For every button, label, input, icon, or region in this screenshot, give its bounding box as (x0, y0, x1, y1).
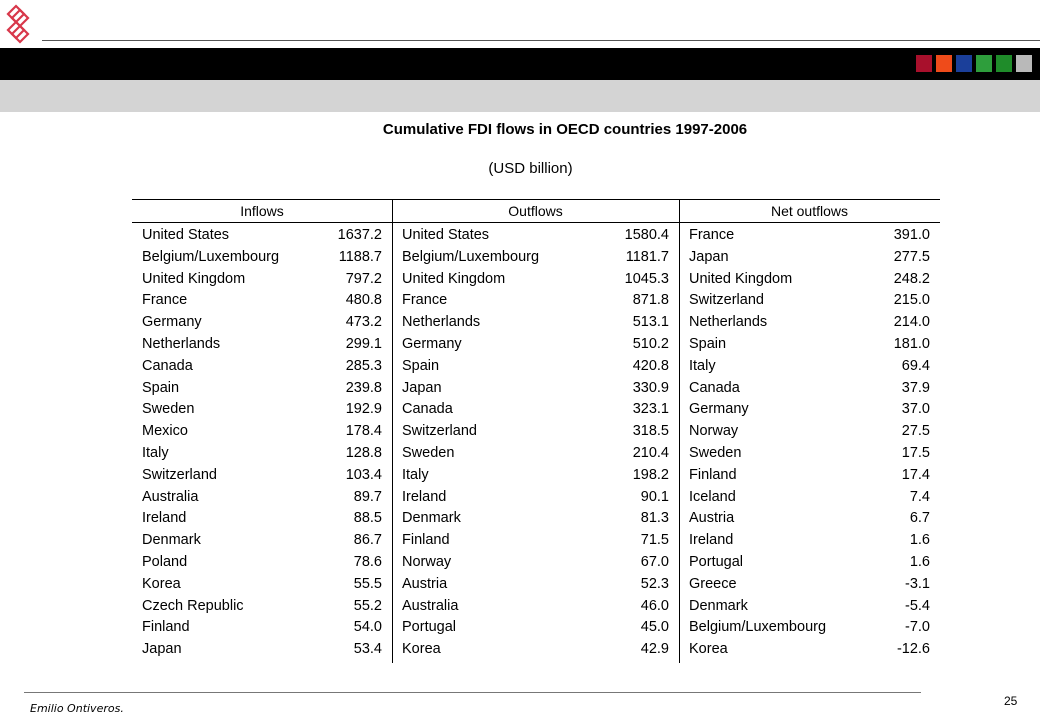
country-cell: Netherlands (142, 336, 221, 352)
country-cell: Denmark (142, 532, 201, 549)
value-cell: 1.6 (909, 554, 930, 570)
country-cell: Spain (689, 336, 727, 352)
country-cell: Sweden (142, 401, 195, 418)
value-cell: 71.5 (640, 532, 669, 549)
country-cell: Japan (689, 248, 729, 265)
country-cell: Canada (402, 401, 453, 418)
country-cell: Belgium/Luxembourg (689, 619, 827, 636)
value-cell: 1188.7 (338, 248, 382, 265)
country-cell: Switzerland (689, 292, 764, 309)
country-cell: United Kingdom (689, 270, 793, 287)
country-cell: Australia (142, 488, 199, 505)
country-cell: Denmark (689, 597, 748, 614)
value-cell: 86.7 (353, 532, 382, 549)
value-cell: 53.4 (353, 641, 382, 658)
header-rule (42, 40, 1040, 41)
value-cell: 128.8 (345, 445, 382, 461)
country-cell: Belgium/Luxembourg (402, 248, 540, 265)
value-cell: 318.5 (632, 423, 669, 440)
value-cell: 277.5 (893, 248, 930, 265)
subheader-band (0, 80, 1040, 112)
color-square (936, 55, 952, 72)
country-cell: Poland (142, 554, 188, 570)
country-cell: United States (142, 227, 230, 243)
country-cell: Ireland (142, 510, 187, 527)
color-square (976, 55, 992, 72)
country-cell: Korea (142, 575, 181, 592)
country-cell: Belgium/Luxembourg (142, 248, 280, 265)
value-cell: 1637.2 (337, 227, 382, 243)
country-cell: Austria (689, 510, 735, 527)
value-cell: 46.0 (640, 597, 669, 614)
value-cell: 55.2 (353, 597, 382, 614)
country-cell: United Kingdom (142, 270, 246, 287)
value-cell: 239.8 (345, 379, 382, 396)
value-cell: 54.0 (353, 619, 382, 636)
color-square (916, 55, 932, 72)
value-cell: 248.2 (893, 270, 930, 287)
value-cell: 1.6 (909, 532, 930, 549)
value-cell: 17.5 (901, 445, 930, 461)
value-cell: 210.4 (632, 445, 669, 461)
value-cell: 871.8 (632, 292, 669, 309)
header-inflows: Inflows (240, 203, 284, 219)
header-net-outflows: Net outflows (770, 203, 849, 219)
value-cell: 27.5 (901, 423, 930, 440)
column-divider (392, 199, 393, 663)
country-cell: Sweden (402, 445, 455, 461)
value-cell: 67.0 (640, 554, 669, 570)
country-cell: Norway (402, 554, 452, 570)
country-cell: Italy (402, 466, 429, 483)
country-cell: Japan (142, 641, 182, 658)
value-cell: 214.0 (893, 314, 930, 331)
country-cell: France (689, 227, 735, 243)
value-cell: -12.6 (896, 641, 930, 658)
country-cell: Czech Republic (142, 597, 244, 614)
country-cell: Netherlands (689, 314, 768, 331)
value-cell: 1045.3 (624, 270, 669, 287)
country-cell: Korea (689, 641, 728, 658)
header-band (0, 48, 1040, 80)
column-divider (679, 199, 680, 663)
country-cell: France (142, 292, 188, 309)
value-cell: 473.2 (345, 314, 382, 331)
country-cell: Korea (402, 641, 441, 658)
color-square (956, 55, 972, 72)
value-cell: 391.0 (893, 227, 930, 243)
value-cell: 198.2 (632, 466, 669, 483)
color-square (996, 55, 1012, 72)
value-cell: 299.1 (345, 336, 382, 352)
value-cell: 1181.7 (625, 248, 669, 265)
country-cell: Finland (402, 532, 450, 549)
author-name: Emilio Ontiveros. (30, 702, 124, 715)
country-cell: Japan (402, 379, 442, 396)
value-cell: 7.4 (909, 488, 930, 505)
country-cell: Australia (402, 597, 459, 614)
value-cell: 181.0 (893, 336, 930, 352)
country-cell: Portugal (689, 554, 744, 570)
value-cell: 78.6 (353, 554, 382, 570)
value-cell: 797.2 (345, 270, 382, 287)
country-cell: Spain (402, 357, 440, 374)
country-cell: Ireland (689, 532, 734, 549)
country-cell: Iceland (689, 488, 736, 505)
country-cell: Italy (142, 445, 169, 461)
country-cell: Spain (142, 379, 180, 396)
knot-logo-icon (6, 2, 40, 46)
country-cell: United States (402, 227, 490, 243)
value-cell: 52.3 (640, 575, 669, 592)
value-cell: 37.9 (901, 379, 930, 396)
value-cell: 330.9 (632, 379, 669, 396)
value-cell: 55.5 (353, 575, 382, 592)
country-cell: Netherlands (402, 314, 481, 331)
value-cell: 510.2 (632, 336, 669, 352)
country-cell: Canada (689, 379, 740, 396)
value-cell: 420.8 (632, 357, 669, 374)
table-header-rule (132, 222, 940, 223)
value-cell: 215.0 (893, 292, 930, 309)
country-cell: Italy (689, 357, 716, 374)
value-cell: -7.0 (905, 619, 930, 636)
country-cell: Sweden (689, 445, 742, 461)
value-cell: 480.8 (345, 292, 382, 309)
value-cell: 81.3 (640, 510, 669, 527)
country-cell: United Kingdom (402, 270, 506, 287)
slide-subtitle: (USD billion) (488, 160, 573, 177)
value-cell: 69.4 (901, 357, 930, 374)
header-outflows: Outflows (508, 203, 563, 219)
value-cell: -3.1 (905, 575, 930, 592)
color-square (1016, 55, 1032, 72)
country-cell: Portugal (402, 619, 457, 636)
country-cell: Canada (142, 357, 193, 374)
value-cell: 178.4 (345, 423, 382, 440)
slide-title: Cumulative FDI flows in OECD countries 1997-2006 (382, 121, 748, 138)
page-number: 25 (1004, 694, 1018, 708)
country-cell: Finland (142, 619, 190, 636)
value-cell: 90.1 (640, 488, 669, 505)
color-squares (916, 55, 1032, 72)
value-cell: 6.7 (909, 510, 930, 527)
country-cell: Greece (689, 575, 737, 592)
value-cell: 1580.4 (624, 227, 669, 243)
value-cell: -5.4 (905, 597, 930, 614)
value-cell: 513.1 (632, 314, 669, 331)
value-cell: 192.9 (345, 401, 382, 418)
country-cell: France (402, 292, 448, 309)
country-cell: Ireland (402, 488, 447, 505)
value-cell: 45.0 (640, 619, 669, 636)
table-top-rule (132, 199, 940, 200)
value-cell: 89.7 (353, 488, 382, 505)
country-cell: Mexico (142, 423, 188, 440)
country-cell: Denmark (402, 510, 461, 527)
value-cell: 88.5 (353, 510, 382, 527)
country-cell: Finland (689, 466, 737, 483)
country-cell: Austria (402, 575, 448, 592)
value-cell: 37.0 (901, 401, 930, 418)
country-cell: Germany (142, 314, 202, 331)
value-cell: 17.4 (901, 466, 930, 483)
country-cell: Switzerland (402, 423, 477, 440)
footer-rule (24, 692, 921, 693)
country-cell: Switzerland (142, 466, 217, 483)
value-cell: 285.3 (345, 357, 382, 374)
value-cell: 42.9 (640, 641, 669, 658)
value-cell: 323.1 (632, 401, 669, 418)
country-cell: Germany (689, 401, 749, 418)
country-cell: Germany (402, 336, 462, 352)
country-cell: Norway (689, 423, 739, 440)
value-cell: 103.4 (345, 466, 382, 483)
